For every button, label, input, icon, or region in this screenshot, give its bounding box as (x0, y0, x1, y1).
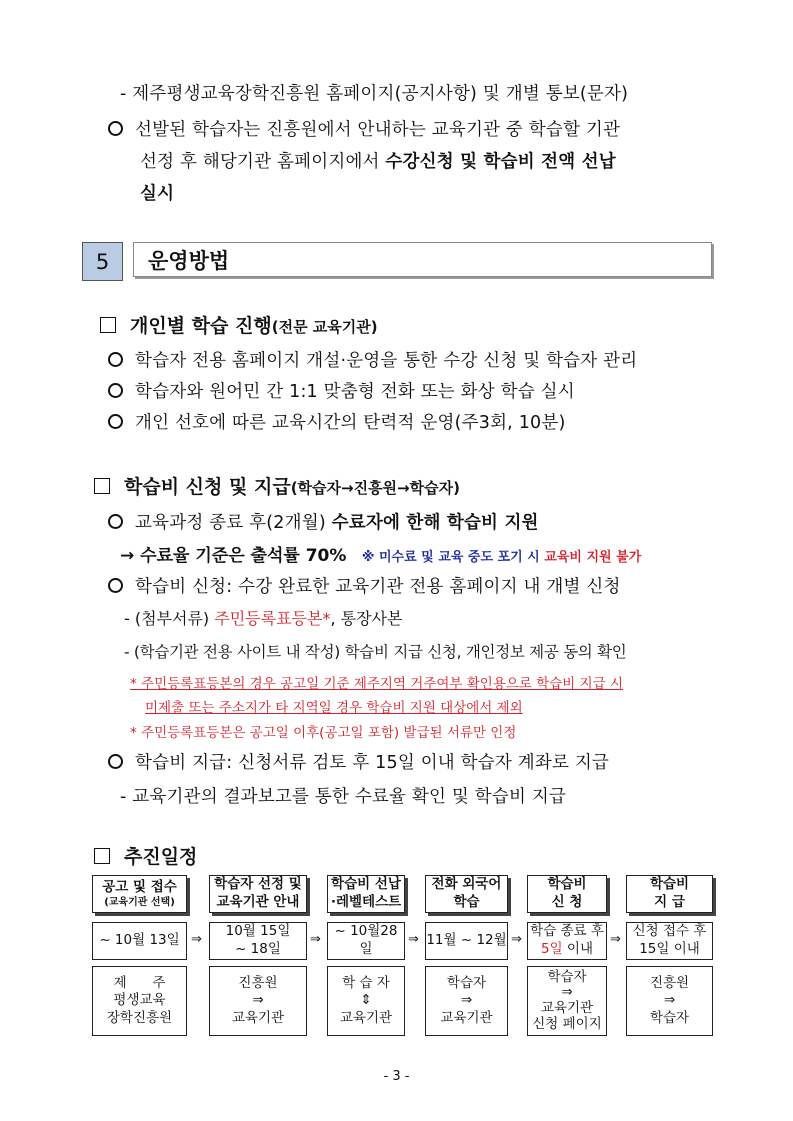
circle-bullet-icon (108, 578, 123, 593)
star-note-2: * 주민등록표등본은 공고일 이후(공고일 포함) 발급된 서류만 인정 (130, 725, 517, 741)
attendance-rule (120, 541, 641, 566)
text: 학습비 신청 및 지급 (124, 476, 291, 498)
text: 학습자 (446, 974, 487, 991)
schedule-actor-5 (527, 966, 607, 1036)
schedule-actor-3 (327, 966, 405, 1036)
text: 개인별 학습 진행 (130, 315, 272, 337)
text: 학습비 (547, 876, 587, 893)
text: 학습 종료 후 (530, 923, 604, 940)
subsection-3-title (94, 842, 197, 869)
report-line: - 교육기관의 결과보고를 통한 수료율 확인 및 학습비 지급 (120, 787, 567, 807)
text: 선정 후 해당기관 홈페이지에서 (140, 152, 386, 172)
text: 학습자 (649, 1009, 690, 1026)
site-line: - (학습기관 전용 사이트 내 작성) 학습비 지급 신청, 개인정보 제공 동의 확인 (124, 643, 627, 661)
text: 학습비 선납 (331, 876, 401, 893)
text: 이내 (562, 941, 593, 957)
text: → 수료율 기준은 출석률 70% (120, 546, 347, 566)
text: 제 주 (113, 974, 166, 991)
text: 신 청 (551, 894, 583, 910)
text: 진흥원 (649, 974, 690, 991)
schedule-date-4: 11월 ~ 12월 (425, 922, 508, 960)
schedule-actor-1 (92, 966, 187, 1036)
note-red: 교육비 지원 불가 (544, 550, 642, 565)
text: 진흥원 (238, 974, 278, 991)
schedule-head-3 (327, 875, 405, 913)
text: , 통장사본 (330, 609, 403, 628)
text: 교육기관 (231, 1009, 285, 1026)
star-note-1a: * 주민등록표등본의 경우 공고일 기준 제주지역 거주여부 확인용으로 학습비 지급 시 (130, 676, 624, 692)
schedule-actor-6 (626, 966, 713, 1036)
text: 교육기관 (540, 1000, 594, 1016)
text: 15일 이내 (639, 941, 700, 957)
updown-arrow-icon: ⇕ (360, 992, 372, 1009)
text: 공고 및 접수 (102, 878, 177, 895)
square-bullet-icon (100, 317, 116, 333)
schedule-actor-4 (425, 966, 508, 1036)
arrow-icon: ⇒ (561, 984, 573, 1001)
arrow-right-icon: ⇒ (408, 932, 419, 947)
circle-bullet-icon (108, 514, 123, 529)
subsection-2-title (94, 472, 460, 499)
arrow-icon: ⇒ (252, 992, 264, 1009)
text: 학습비 신청: 수강 완료한 교육기관 전용 홈페이지 내 개별 신청 (135, 577, 621, 597)
selection-line-2 (140, 148, 616, 173)
text: 학습자와 원어민 간 1:1 맞춤형 전화 또는 화상 학습 실시 (135, 382, 575, 402)
text: 학습비 지급: 신청서류 검토 후 15일 이내 학습자 계좌로 지급 (135, 753, 610, 773)
schedule-actor-2 (209, 966, 307, 1036)
bold-text: 수료자에 한해 학습비 지원 (331, 513, 539, 533)
star-note-1b: 미제출 또는 주소지가 타 지역일 경우 학습비 지원 대상에서 제외 (145, 700, 523, 716)
arrow-right-icon: ⇒ (191, 932, 202, 947)
text: 신청 페이지 (532, 1015, 602, 1032)
text: 장학진흥원 (106, 1009, 173, 1026)
s1-item-3 (108, 409, 566, 434)
schedule-head-2 (209, 875, 307, 913)
schedule-date-5 (527, 922, 607, 960)
text: 10월 15일 (225, 923, 291, 940)
attachment-line (124, 606, 402, 629)
text: 학습자 전용 홈페이지 개설·운영을 통한 수강 신청 및 학습자 관리 (135, 351, 638, 371)
subsection-1-title (100, 311, 378, 338)
text: ·레벨테스트 (330, 894, 402, 910)
text: 전화 외국어 (431, 876, 502, 893)
text: 교육기관 안내 (216, 894, 300, 910)
text: 교육기관 (339, 1009, 393, 1026)
section-number: 5 (82, 242, 123, 281)
circle-bullet-icon (108, 754, 123, 769)
text: 학 습 자 (342, 974, 390, 991)
schedule-date-3: ~ 10월28일 (327, 922, 405, 960)
section-title: 운영방법 (133, 242, 712, 277)
text: 신청 접수 후 (632, 923, 707, 940)
arrow-icon: ⇒ (663, 992, 676, 1009)
square-bullet-icon (94, 848, 110, 864)
text: 학습 (453, 894, 480, 910)
text: 교육과정 종료 후(2개월) (135, 513, 332, 533)
red-text: 주민등록표등본* (214, 609, 331, 628)
text: 학습자 선정 및 (214, 876, 302, 893)
schedule-head-4 (425, 875, 508, 913)
schedule-head-1 (92, 875, 187, 913)
circle-bullet-icon (108, 121, 123, 136)
circle-bullet-icon (108, 414, 123, 429)
text: 학습자 (547, 968, 587, 985)
text: 개인 선호에 따른 교육시간의 탄력적 운영(주3회, 10분) (135, 413, 566, 433)
notice-line: - 제주평생교육장학진흥원 홈페이지(공지사항) 및 개별 통보(문자) (120, 84, 629, 104)
schedule-head-5 (527, 875, 607, 913)
arrow-right-icon: ⇒ (610, 932, 621, 947)
text: 추진일정 (124, 846, 198, 868)
schedule-date-6 (626, 922, 713, 960)
page-number: - 3 - (383, 1069, 410, 1084)
s1-item-1 (108, 347, 637, 372)
text: - (첨부서류) (124, 609, 215, 628)
arrow-right-icon: ⇒ (310, 932, 321, 947)
subtitle: (전문 교육기관) (271, 318, 378, 336)
square-bullet-icon (94, 478, 110, 494)
text: 학습비 (649, 876, 690, 893)
text: 선발된 학습자는 진흥원에서 안내하는 교육기관 중 학습할 기관 (135, 120, 621, 140)
s2-item-2 (108, 573, 621, 598)
circle-bullet-icon (108, 383, 123, 398)
note-blue: ※ 미수료 및 교육 중도 포기 시 (361, 550, 545, 565)
selection-line-3: 실시 (140, 184, 175, 204)
s1-item-2 (108, 378, 575, 403)
s2-item-3 (108, 749, 609, 774)
red-text: 5일 (540, 941, 563, 957)
schedule-head-6 (626, 875, 713, 913)
schedule-date-2 (209, 922, 307, 960)
text: ~ 18일 (235, 941, 281, 957)
text: 교육기관 (440, 1009, 493, 1026)
arrow-icon: ⇒ (460, 992, 473, 1009)
text: 평생교육 (113, 992, 166, 1009)
s2-item-1 (108, 509, 539, 534)
bold-text: 수강신청 및 학습비 전액 선납 (385, 152, 616, 172)
text: (교육기관 선택) (104, 897, 175, 909)
schedule-date-1: ~ 10월 13일 (92, 922, 187, 960)
arrow-right-icon: ⇒ (511, 932, 522, 947)
text: 지 급 (654, 894, 685, 910)
subtitle: (학습자→진흥원→학습자) (290, 479, 460, 497)
circle-bullet-icon (108, 352, 123, 367)
selection-line-1 (108, 116, 620, 141)
